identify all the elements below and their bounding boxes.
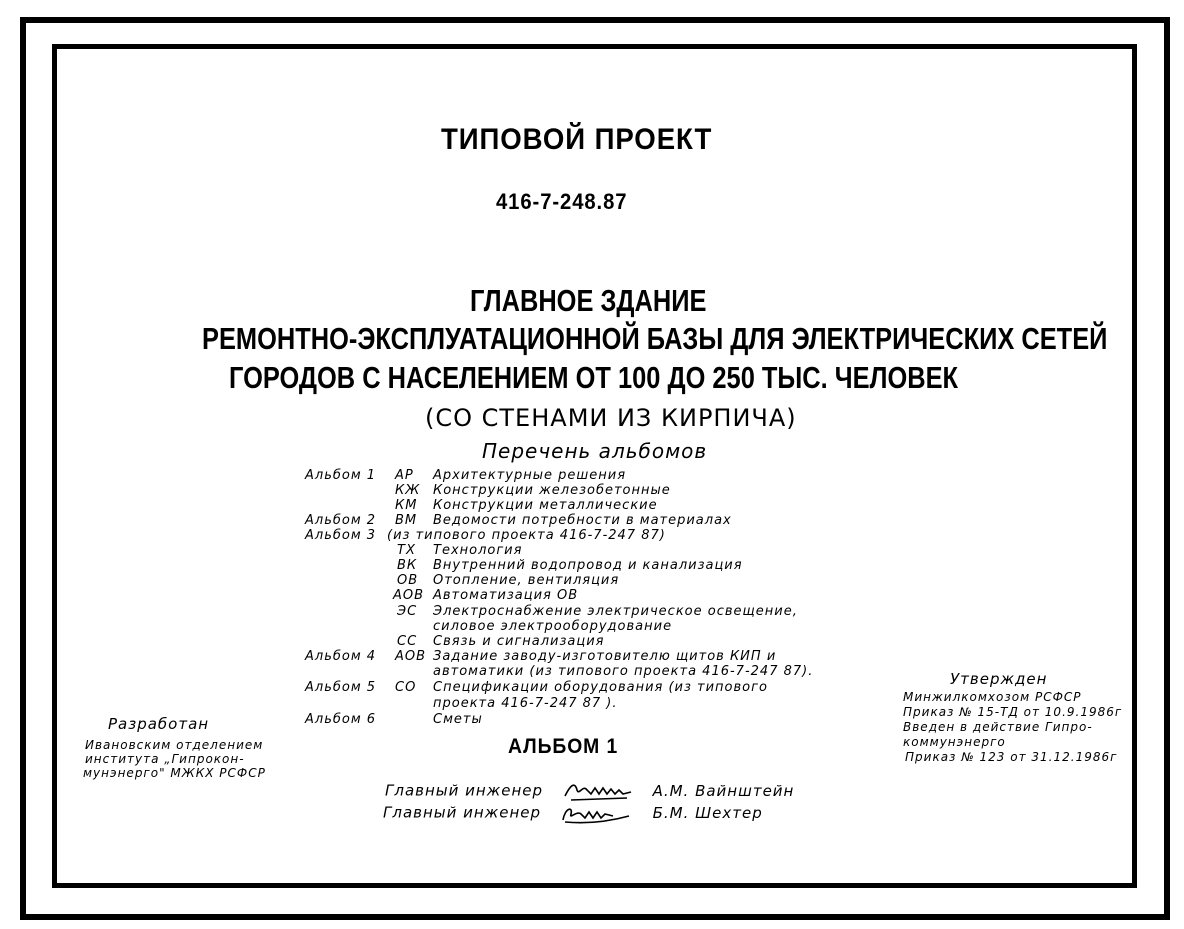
building-title-line4: (СО СТЕНАМИ ИЗ КИРПИЧА) — [425, 404, 797, 432]
building-title-line2: РЕМОНТНО-ЭКСПЛУАТАЦИОННОЙ БАЗЫ ДЛЯ ЭЛЕКТРИЧЕСКИХ СЕТЕЙ — [202, 321, 1108, 356]
signature-row-2 — [383, 800, 763, 826]
signer-name: А.М. Вайнштейн — [652, 781, 795, 800]
signature-mark-icon — [557, 800, 637, 826]
developer-line2: института „Гипрокон- — [85, 752, 245, 766]
albums-heading: Перечень альбомов — [482, 439, 708, 463]
document-type-title: ТИПОВОЙ ПРОЕКТ — [441, 123, 713, 156]
approval-line5: Приказ № 123 от 31.12.1986г — [905, 750, 1118, 764]
signer-name: Б.М. Шехтер — [652, 803, 763, 822]
developer-heading: Разработан — [108, 715, 210, 733]
signature-role: Главный инженер — [383, 803, 541, 822]
approval-line2: Приказ № 15-ТД от 10.9.1986г — [903, 705, 1123, 719]
project-number: 416-7-248.87 — [496, 189, 628, 214]
approval-line1: Минжилкомхозом РСФСР — [903, 690, 1082, 704]
building-title-line3: ГОРОДОВ С НАСЕЛЕНИЕМ ОТ 100 ДО 250 ТЫС. ЧЕЛОВЕК — [229, 360, 959, 395]
approval-heading: Утвержден — [950, 670, 1048, 688]
approval-line4: коммунэнерго — [903, 735, 1006, 749]
building-title-line1: ГЛАВНОЕ ЗДАНИЕ — [470, 283, 707, 318]
approval-line3: Введен в действие Гипро- — [903, 720, 1093, 734]
developer-line1: Ивановским отделением — [85, 738, 264, 752]
signature-role: Главный инженер — [385, 781, 543, 800]
current-album-label: АЛЬБОМ 1 — [508, 735, 619, 758]
developer-line3: мунэнерго" МЖКХ РСФСР — [83, 766, 266, 780]
